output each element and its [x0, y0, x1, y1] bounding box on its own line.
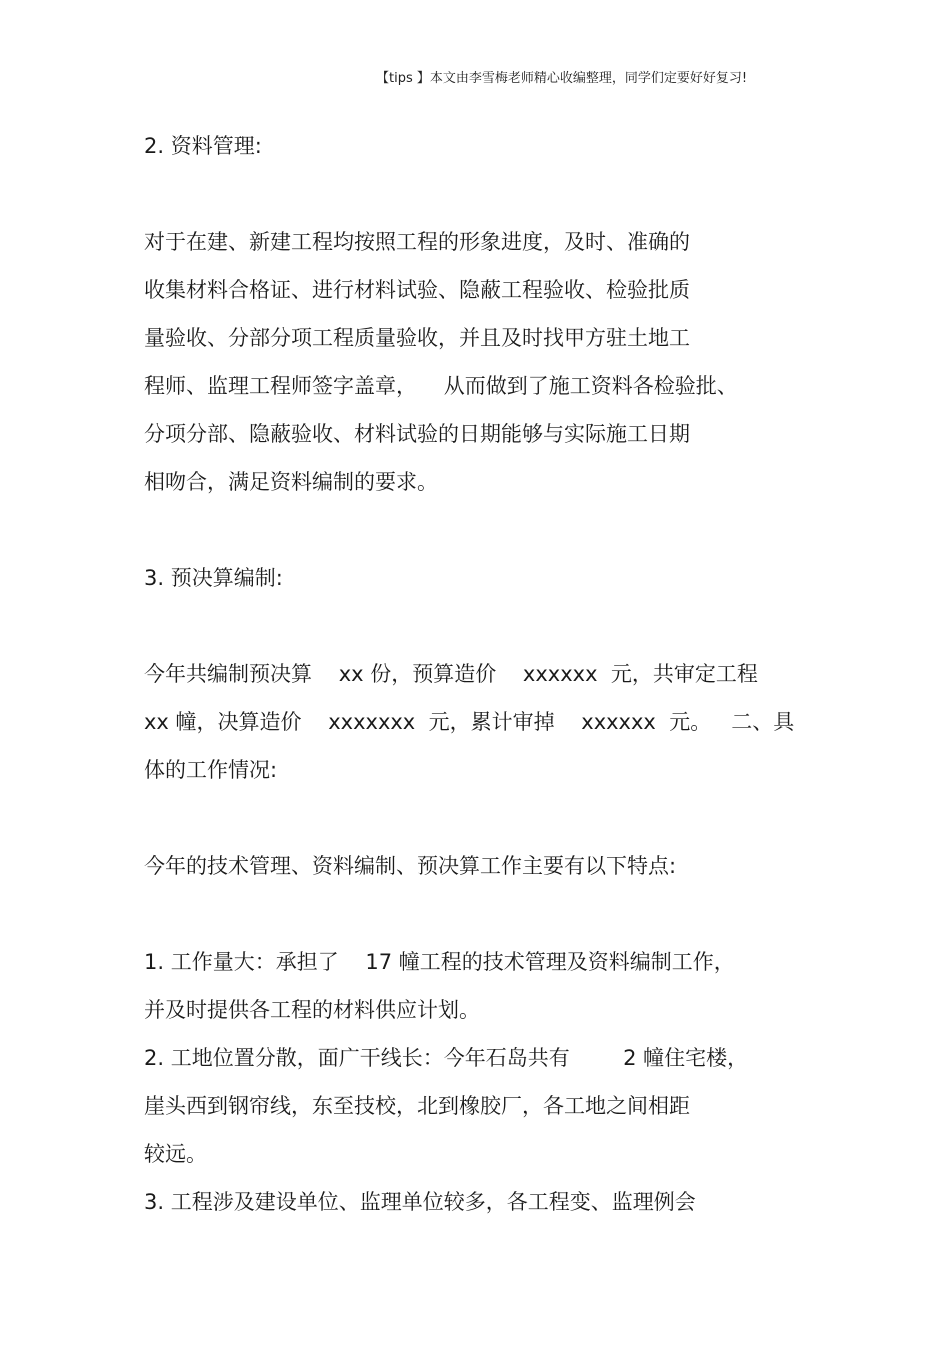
list-item-line: 3. 工程涉及建设单位、监理单位较多，各工程变、监理例会	[144, 1190, 696, 1214]
paragraph-line: 今年共编制预决算 xx 份，预算造价 xxxxxx 元，共审定工程	[144, 662, 758, 686]
heading-budget-compilation: 3. 预决算编制:	[144, 566, 283, 590]
heading-data-management: 2. 资料管理:	[144, 134, 262, 158]
list-item-line: 1. 工作量大：承担了 17 幢工程的技术管理及资料编制工作，	[144, 950, 735, 974]
paragraph-line: 收集材料合格证、进行材料试验、隐蔽工程验收、检验批质	[144, 278, 690, 302]
paragraph-line: 程师、监理工程师签字盖章， 从而做到了施工资料各检验批、	[144, 374, 738, 398]
paragraph-line: 量验收、分部分项工程质量验收，并且及时找甲方驻土地工	[144, 326, 690, 350]
paragraph-line: 对于在建、新建工程均按照工程的形象进度，及时、准确的	[144, 230, 690, 254]
header-tips: 【tips 】本文由李雪梅老师精心收编整理，同学们定要好好复习!	[376, 71, 748, 86]
paragraph-line: xx 幢，决算造价 xxxxxxx 元，累计审掉 xxxxxx 元。 二、具	[144, 710, 795, 734]
list-item-line: 并及时提供各工程的材料供应计划。	[144, 998, 480, 1022]
paragraph-line: 分项分部、隐蔽验收、材料试验的日期能够与实际施工日期	[144, 422, 690, 446]
paragraph-line: 今年的技术管理、资料编制、预决算工作主要有以下特点:	[144, 854, 677, 878]
list-item-line: 较远。	[144, 1142, 207, 1166]
paragraph-line: 体的工作情况:	[144, 758, 278, 782]
list-item-line: 崖头西到钢帘线，东至技校，北到橡胶厂，各工地之间相距	[144, 1094, 690, 1118]
list-item-line: 2. 工地位置分散，面广干线长：今年石岛共有 2 幢住宅楼，	[144, 1046, 749, 1070]
paragraph-line: 相吻合，满足资料编制的要求。	[144, 470, 438, 494]
